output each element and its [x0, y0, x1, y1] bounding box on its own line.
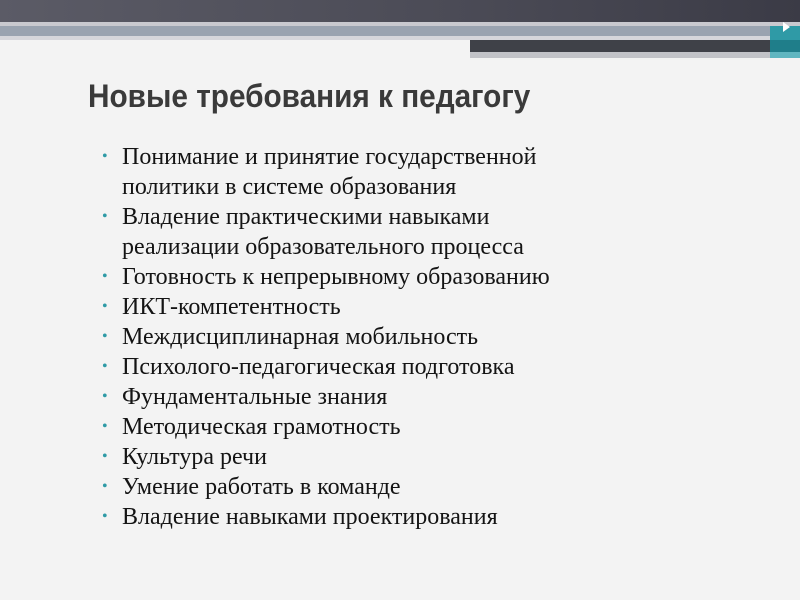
list-item-text: Владение практическими навыками реализации образовательного процесса — [122, 204, 524, 260]
list-item-text: Умение работать в команде — [122, 474, 401, 500]
bullet-icon: • — [102, 508, 108, 525]
list-item — [100, 292, 780, 322]
bullet-icon: • — [102, 478, 108, 495]
list-item — [100, 202, 780, 262]
list-item-text: Понимание и принятие государственной политики в системе образования — [122, 144, 537, 200]
header-band-dark — [0, 0, 800, 22]
list-item — [100, 322, 780, 352]
bullet-icon: • — [102, 268, 108, 285]
list-item-text: Междисциплинарная мобильность — [122, 324, 479, 350]
bullet-icon: • — [102, 298, 108, 315]
bullet-icon: • — [102, 448, 108, 465]
list-item — [100, 472, 780, 502]
list-item — [100, 352, 780, 382]
header-band-strip — [0, 26, 800, 36]
play-icon — [783, 22, 790, 32]
list-item-text: Методическая грамотность — [122, 414, 401, 440]
list-item — [100, 382, 780, 412]
list-item-text: Фундаментальные знания — [122, 384, 388, 410]
header-accent-teal-light — [770, 52, 800, 58]
list-item — [100, 262, 780, 292]
requirements-list — [100, 142, 780, 532]
slide-title: Новые требования к педагогу — [88, 78, 531, 114]
list-item — [100, 502, 780, 532]
bullet-icon: • — [102, 148, 108, 165]
list-item — [100, 412, 780, 442]
list-item — [100, 142, 780, 202]
header-accent-dark — [470, 40, 770, 52]
header-accent-light — [470, 52, 770, 58]
header-accent-teal-dark — [770, 40, 800, 52]
list-item-text: Готовность к непрерывному образованию — [122, 264, 550, 290]
list-item-text: Владение навыками проектирования — [122, 504, 498, 530]
list-item-text: Культура речи — [122, 444, 267, 470]
bullet-icon: • — [102, 358, 108, 375]
list-item-text: ИКТ-компетентность — [122, 294, 341, 320]
list-item-text: Психолого-педагогическая подготовка — [122, 354, 515, 380]
bullet-icon: • — [102, 418, 108, 435]
bullet-icon: • — [102, 388, 108, 405]
bullet-icon: • — [102, 208, 108, 225]
list-item — [100, 442, 780, 472]
bullet-icon: • — [102, 328, 108, 345]
